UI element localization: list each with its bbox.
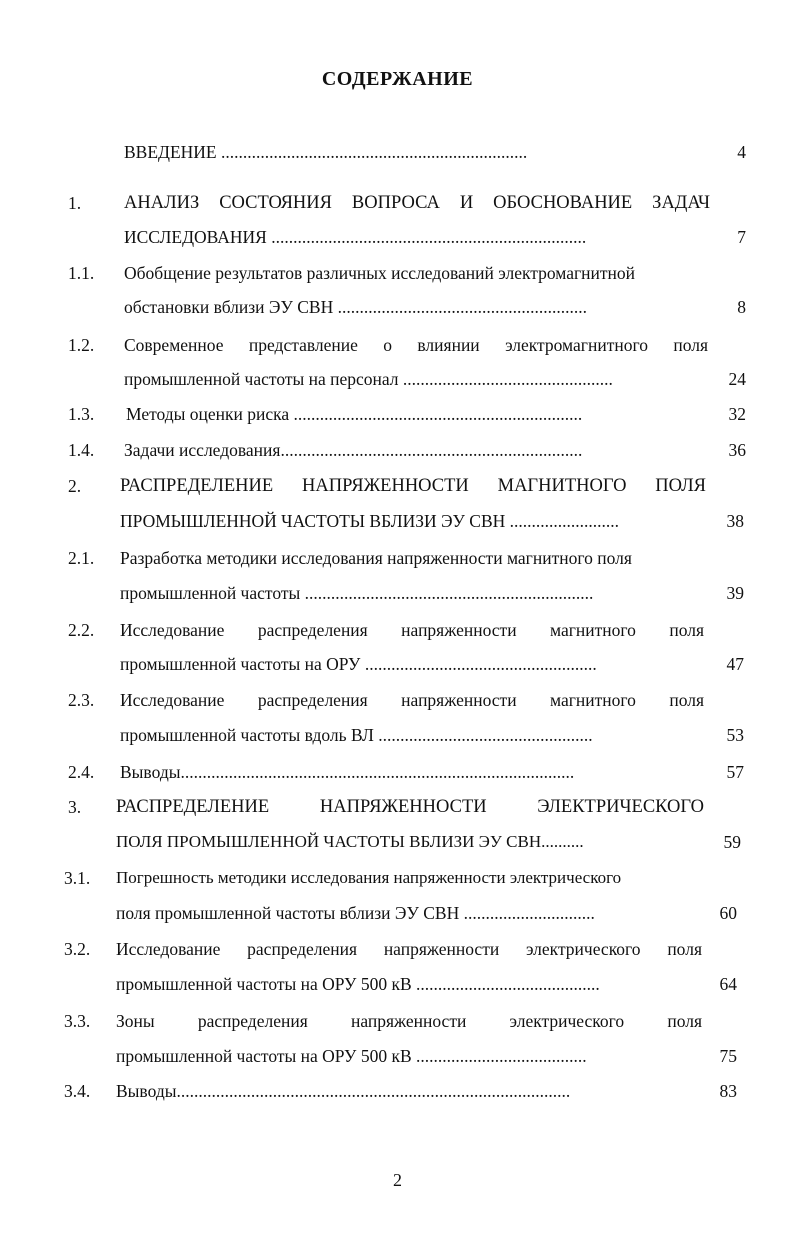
toc-entry-text-continued: поля промышленной частоты вблизи ЭУ СВН .............................. xyxy=(116,903,595,923)
toc-section-number: 2.3. xyxy=(68,690,95,710)
toc-section-number: 1.1. xyxy=(68,263,95,283)
toc-entry-text-continued: ПРОМЫШЛЕННОЙ ЧАСТОТЫ ВБЛИЗИ ЭУ СВН ......................... xyxy=(120,511,620,531)
toc-section-number: 2. xyxy=(68,476,82,496)
toc-entry-text-continued: промышленной частоты на ОРУ 500 кВ ....................................... xyxy=(116,1046,587,1066)
toc-entry-text: Разработка методики исследования напряженности магнитного поля xyxy=(120,548,632,568)
toc-entry-text: Исследование распределения напряженности электрического поля xyxy=(116,939,702,959)
toc-page-number: 39 xyxy=(726,583,744,603)
toc-section-number: 3. xyxy=(68,797,82,817)
toc-entry-text-continued: обстановки вблизи ЭУ СВН ......................................................... xyxy=(124,297,587,317)
toc-entry-text: Выводы.......................................................................................... xyxy=(120,762,575,782)
toc-entry-text-continued: ИССЛЕДОВАНИЯ ........................................................................ xyxy=(124,227,587,247)
toc-entry-text: Исследование распределения напряженности магнитного поля xyxy=(120,620,704,640)
toc-entry-text-continued: промышленной частоты .................................................................. xyxy=(120,583,594,603)
toc-page-number: 59 xyxy=(723,832,741,852)
toc-section-number: 3.1. xyxy=(64,868,91,888)
toc-section-number: 1.3. xyxy=(68,404,95,424)
toc-entry-text: ВВЕДЕНИЕ ...................................................................... xyxy=(124,142,528,162)
toc-entry-text: АНАЛИЗ СОСТОЯНИЯ ВОПРОСА И ОБОСНОВАНИЕ ЗАДАЧ xyxy=(124,193,710,213)
toc-section-number: 1.2. xyxy=(68,335,95,355)
toc-page-number: 75 xyxy=(719,1046,737,1066)
toc-page-number: 57 xyxy=(726,762,744,782)
toc-entry-text-continued: промышленной частоты вдоль ВЛ ................................................. xyxy=(120,725,593,745)
toc-title: СОДЕРЖАНИЕ xyxy=(321,68,474,90)
toc-page-number: 4 xyxy=(737,142,746,162)
toc-page-number: 32 xyxy=(728,404,746,424)
toc-page-number: 47 xyxy=(726,654,744,674)
toc-section-number: 3.4. xyxy=(64,1081,91,1101)
toc-entry-text: Обобщение результатов различных исследований электромагнитной xyxy=(124,263,636,283)
toc-entry-text: Зоны распределения напряженности электрического поля xyxy=(116,1011,702,1031)
toc-entry-text-continued: ПОЛЯ ПРОМЫШЛЕННОЙ ЧАСТОТЫ ВБЛИЗИ ЭУ СВН.......... xyxy=(116,832,584,851)
toc-section-number: 2.4. xyxy=(68,762,95,782)
toc-page-number: 36 xyxy=(728,440,746,460)
toc-section-number: 1.4. xyxy=(68,440,95,460)
toc-entry-text: Задачи исследования..................................................................... xyxy=(124,440,583,460)
toc-section-number: 1. xyxy=(68,193,82,213)
toc-entry-text-continued: промышленной частоты на ОРУ 500 кВ .......................................... xyxy=(116,974,600,994)
toc-entry-text: Исследование распределения напряженности магнитного поля xyxy=(120,690,704,710)
toc-section-number: 3.3. xyxy=(64,1011,91,1031)
toc-page-number: 60 xyxy=(719,903,737,923)
toc-section-number: 3.2. xyxy=(64,939,91,959)
toc-page-number: 7 xyxy=(737,227,746,247)
toc-page-number: 64 xyxy=(719,974,737,994)
toc-page-number: 24 xyxy=(728,369,746,389)
toc-page-number: 38 xyxy=(726,511,744,531)
toc-section-number: 2.2. xyxy=(68,620,95,640)
toc-section-number: 2.1. xyxy=(68,548,95,568)
toc-entry-text-continued: промышленной частоты на персонал ................................................ xyxy=(124,369,613,389)
toc-page-number: 53 xyxy=(726,725,744,745)
toc-entry-text: Выводы.......................................................................................... xyxy=(116,1081,571,1101)
toc-page-number: 83 xyxy=(719,1081,737,1101)
toc-entry-text: Современное представление о влиянии электромагнитного поля xyxy=(124,335,708,355)
toc-entry-text: РАСПРЕДЕЛЕНИЕ НАПРЯЖЕННОСТИ МАГНИТНОГО ПОЛЯ xyxy=(120,476,706,496)
toc-page-number: 8 xyxy=(737,297,746,317)
toc-entry-text-continued: промышленной частоты на ОРУ ..................................................... xyxy=(120,654,597,674)
toc-entry-text: Погрешность методики исследования напряженности электрического xyxy=(116,868,622,887)
toc-entry-text: РАСПРЕДЕЛЕНИЕ НАПРЯЖЕННОСТИ ЭЛЕКТРИЧЕСКОГО xyxy=(116,797,704,817)
page-number: 2 xyxy=(393,1170,402,1190)
toc-entry-text: Методы оценки риска .................................................................. xyxy=(126,404,583,424)
